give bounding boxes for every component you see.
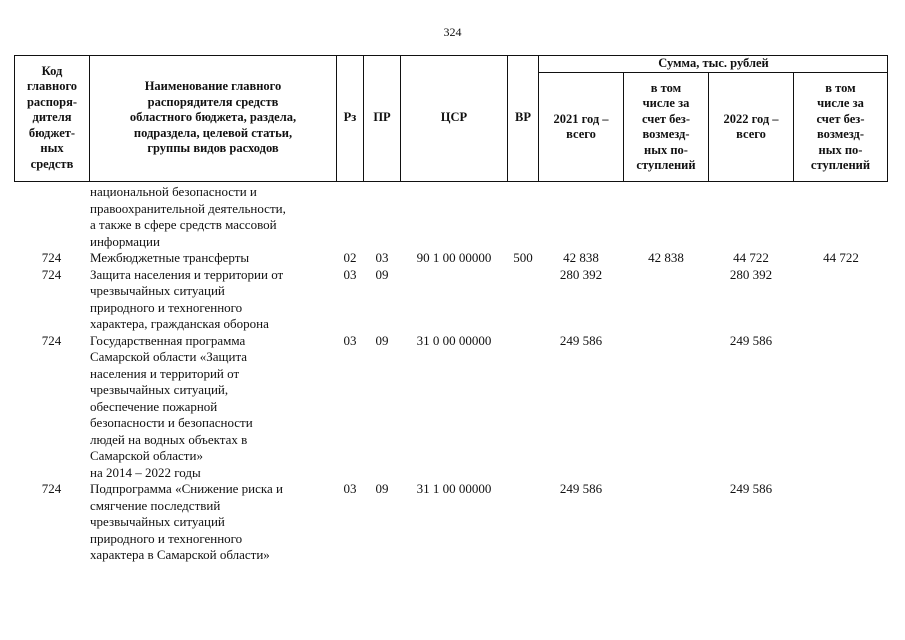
cell-rz: 03: [343, 332, 357, 348]
cell-code: 724: [41, 481, 62, 496]
cell-code: 724: [41, 250, 62, 265]
cell-name: [90, 184, 335, 250]
header-line: возмезд-: [816, 127, 865, 141]
header-line: 2022 год –: [723, 111, 779, 126]
header-line: возмезд-: [642, 127, 690, 141]
header-sum-group: Сумма, тыс. рублей: [658, 55, 769, 70]
name-line: безопасности и безопасности: [90, 415, 253, 430]
header-line: группы видов расходов: [147, 141, 279, 156]
name-line: населения и территорий от: [90, 365, 240, 381]
header-line: всего: [566, 127, 596, 141]
cell-pr: 03: [375, 250, 389, 265]
name-line: Защита населения и территории от: [90, 266, 284, 282]
header-2022-total: [709, 73, 793, 181]
name-line: людей на водных объектах в: [90, 431, 248, 447]
cell-csr: 90 1 00 00000: [416, 250, 492, 265]
cell-rz: 03: [343, 266, 357, 282]
cell-vr: 500: [513, 250, 533, 265]
header-line: 2021 год –: [553, 111, 609, 126]
cell-name: [90, 333, 335, 482]
name-line: чрезвычайных ситуаций: [90, 283, 225, 298]
header-line: счет без-: [642, 111, 690, 126]
name-line: характера, гражданская оборона: [90, 316, 269, 331]
header-line: распоря-: [26, 94, 78, 109]
name-line: Подпрограмма «Снижение риска и: [90, 481, 283, 496]
name-line: чрезвычайных ситуаций: [90, 514, 225, 529]
cell-pr: 09: [375, 332, 389, 348]
name-line: Самарской области «Защита: [90, 349, 248, 364]
name-line: информации: [90, 233, 160, 249]
cell-sum-2022: 44 722: [733, 250, 769, 265]
cell-name: [90, 250, 335, 267]
cell-sum-2021: 249 586: [559, 332, 603, 348]
header-vr: ВР: [515, 110, 531, 125]
cell-pr: 09: [375, 266, 389, 282]
header-2021-free: [624, 73, 708, 181]
header-csr: ЦСР: [440, 110, 468, 125]
header-2022-free: [794, 73, 887, 181]
cell-free-2021: 42 838: [648, 250, 684, 265]
header-line: ступлений: [810, 158, 871, 172]
header-line: ных: [40, 141, 64, 156]
cell-sum-2021: 280 392: [559, 266, 603, 282]
cell-code: 724: [41, 266, 62, 282]
name-line: природного и техногенного: [90, 299, 243, 315]
header-line: бюджет-: [28, 125, 76, 140]
header-line: дителя: [32, 110, 72, 125]
table-row: [14, 184, 888, 250]
header-line: в том: [650, 80, 682, 95]
name-line: Самарской области»: [90, 448, 203, 463]
header-line: счет без-: [816, 111, 865, 126]
header-line: подраздела, целевой статьи,: [133, 125, 293, 140]
cell-sum-2022: 249 586: [729, 332, 773, 348]
header-line: областного бюджета, раздела,: [129, 110, 297, 125]
header-line: Наименование главного: [144, 79, 282, 94]
table-header: [14, 55, 888, 182]
name-line: Межбюджетные трансферты: [90, 250, 250, 265]
header-line: ных по-: [644, 142, 688, 157]
header-rz: Рз: [343, 110, 357, 125]
table-row: [14, 333, 888, 482]
header-line: в том: [825, 80, 856, 95]
cell-name: [90, 267, 335, 333]
cell-rz: 02: [343, 250, 357, 265]
header-line: всего: [736, 127, 766, 141]
name-line: смягчение последствий: [90, 497, 221, 513]
name-line: характера в Самарской области»: [90, 547, 270, 562]
cell-rz: 03: [343, 481, 357, 496]
name-line: а также в сфере средств массовой: [90, 217, 277, 232]
cell-pr: 09: [375, 481, 389, 496]
header-line: Код: [41, 63, 63, 78]
name-line: обеспечение пожарной: [90, 398, 218, 414]
cell-csr: 31 0 00 00000: [416, 332, 492, 348]
page-number: 324: [443, 25, 462, 39]
header-name: [90, 58, 336, 178]
name-line: природного и техногенного: [90, 530, 243, 546]
name-line: Государственная программа: [90, 332, 246, 348]
cell-free-2022: 44 722: [823, 250, 859, 265]
table-body: [14, 184, 888, 564]
cell-code: 724: [41, 332, 62, 348]
name-line: на 2014 – 2022 годы: [90, 464, 201, 480]
header-line: ступлений: [636, 158, 696, 172]
header-line: средств: [30, 156, 74, 171]
name-line: правоохранительной деятельности,: [90, 200, 286, 216]
header-line: числе за: [817, 96, 864, 110]
cell-name: [90, 481, 335, 564]
header-line: числе за: [642, 96, 690, 110]
table-row: [14, 267, 888, 333]
name-line: национальной безопасности и: [90, 184, 257, 199]
header-code: [15, 58, 89, 178]
cell-sum-2021: 42 838: [563, 250, 599, 265]
cell-csr: 31 1 00 00000: [416, 481, 492, 496]
table-row: [14, 250, 888, 267]
header-2021-total: [539, 73, 623, 181]
header-line: главного: [26, 79, 78, 94]
cell-sum-2022: 280 392: [729, 266, 773, 282]
name-line: чрезвычайных ситуаций,: [90, 382, 229, 397]
header-line: распорядителя средств: [147, 94, 279, 109]
cell-sum-2021: 249 586: [559, 481, 603, 496]
header-line: ных по-: [818, 142, 863, 157]
header-pr: ПР: [373, 110, 391, 125]
cell-sum-2022: 249 586: [729, 481, 773, 496]
table-row: [14, 481, 888, 564]
